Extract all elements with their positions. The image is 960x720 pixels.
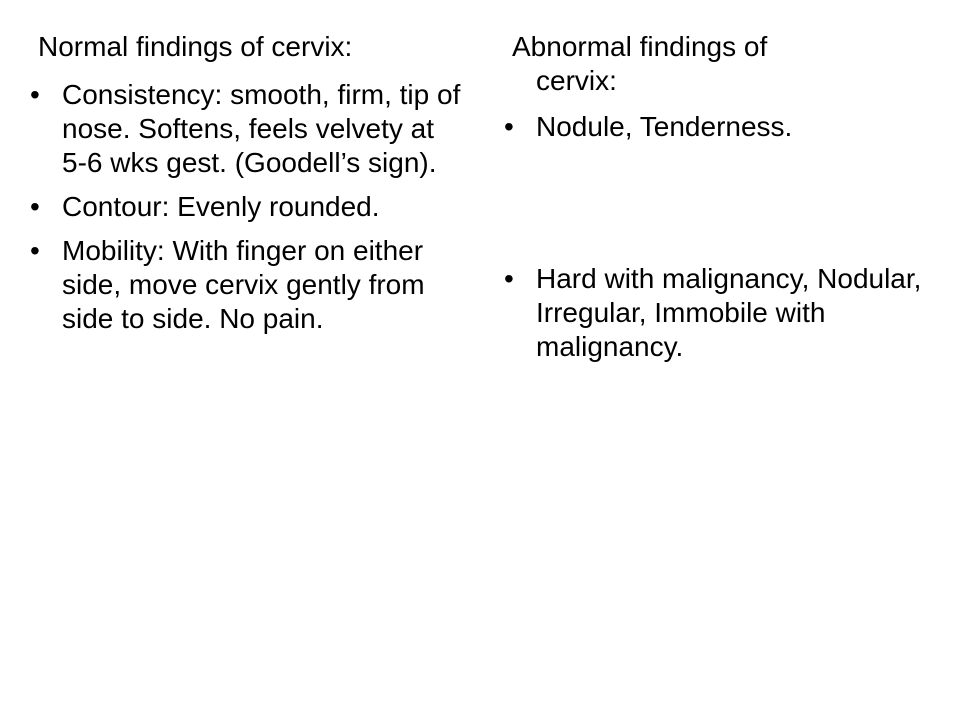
consistency-text: Consistency: smooth, firm, tip of nose. Softens, feels velvety at 5-6 wks gest. (Goodell’s sign).	[62, 79, 461, 178]
abnormal-findings-list	[504, 110, 930, 364]
bullet-icon: •	[30, 235, 40, 266]
list-item	[504, 110, 930, 144]
bullet-icon: •	[30, 79, 40, 110]
abnormal-findings-column	[504, 30, 930, 364]
abnormal-heading-line2: cervix:	[536, 65, 617, 96]
abnormal-findings-heading	[510, 30, 930, 98]
contour-text: Contour: Evenly rounded.	[62, 191, 380, 222]
mobility-text: Mobility: With finger on either side, move cervix gently from side to side. No pain.	[62, 235, 425, 334]
list-item	[504, 262, 930, 364]
bullet-icon: •	[504, 111, 514, 142]
list-item	[30, 78, 466, 180]
list-item	[30, 190, 466, 224]
abnormal-heading-line1: Abnormal findings of	[512, 31, 768, 62]
normal-findings-list	[30, 78, 466, 336]
list-item	[30, 234, 466, 336]
bullet-icon: •	[504, 263, 514, 294]
malignancy-text: Hard with malignancy, Nodular, Irregular, Immobile with malignancy.	[536, 263, 922, 362]
normal-findings-heading: Normal findings of cervix:	[38, 31, 353, 62]
bullet-icon: •	[30, 191, 40, 222]
nodule-text: Nodule, Tenderness.	[536, 111, 793, 142]
normal-findings-column	[30, 30, 466, 346]
